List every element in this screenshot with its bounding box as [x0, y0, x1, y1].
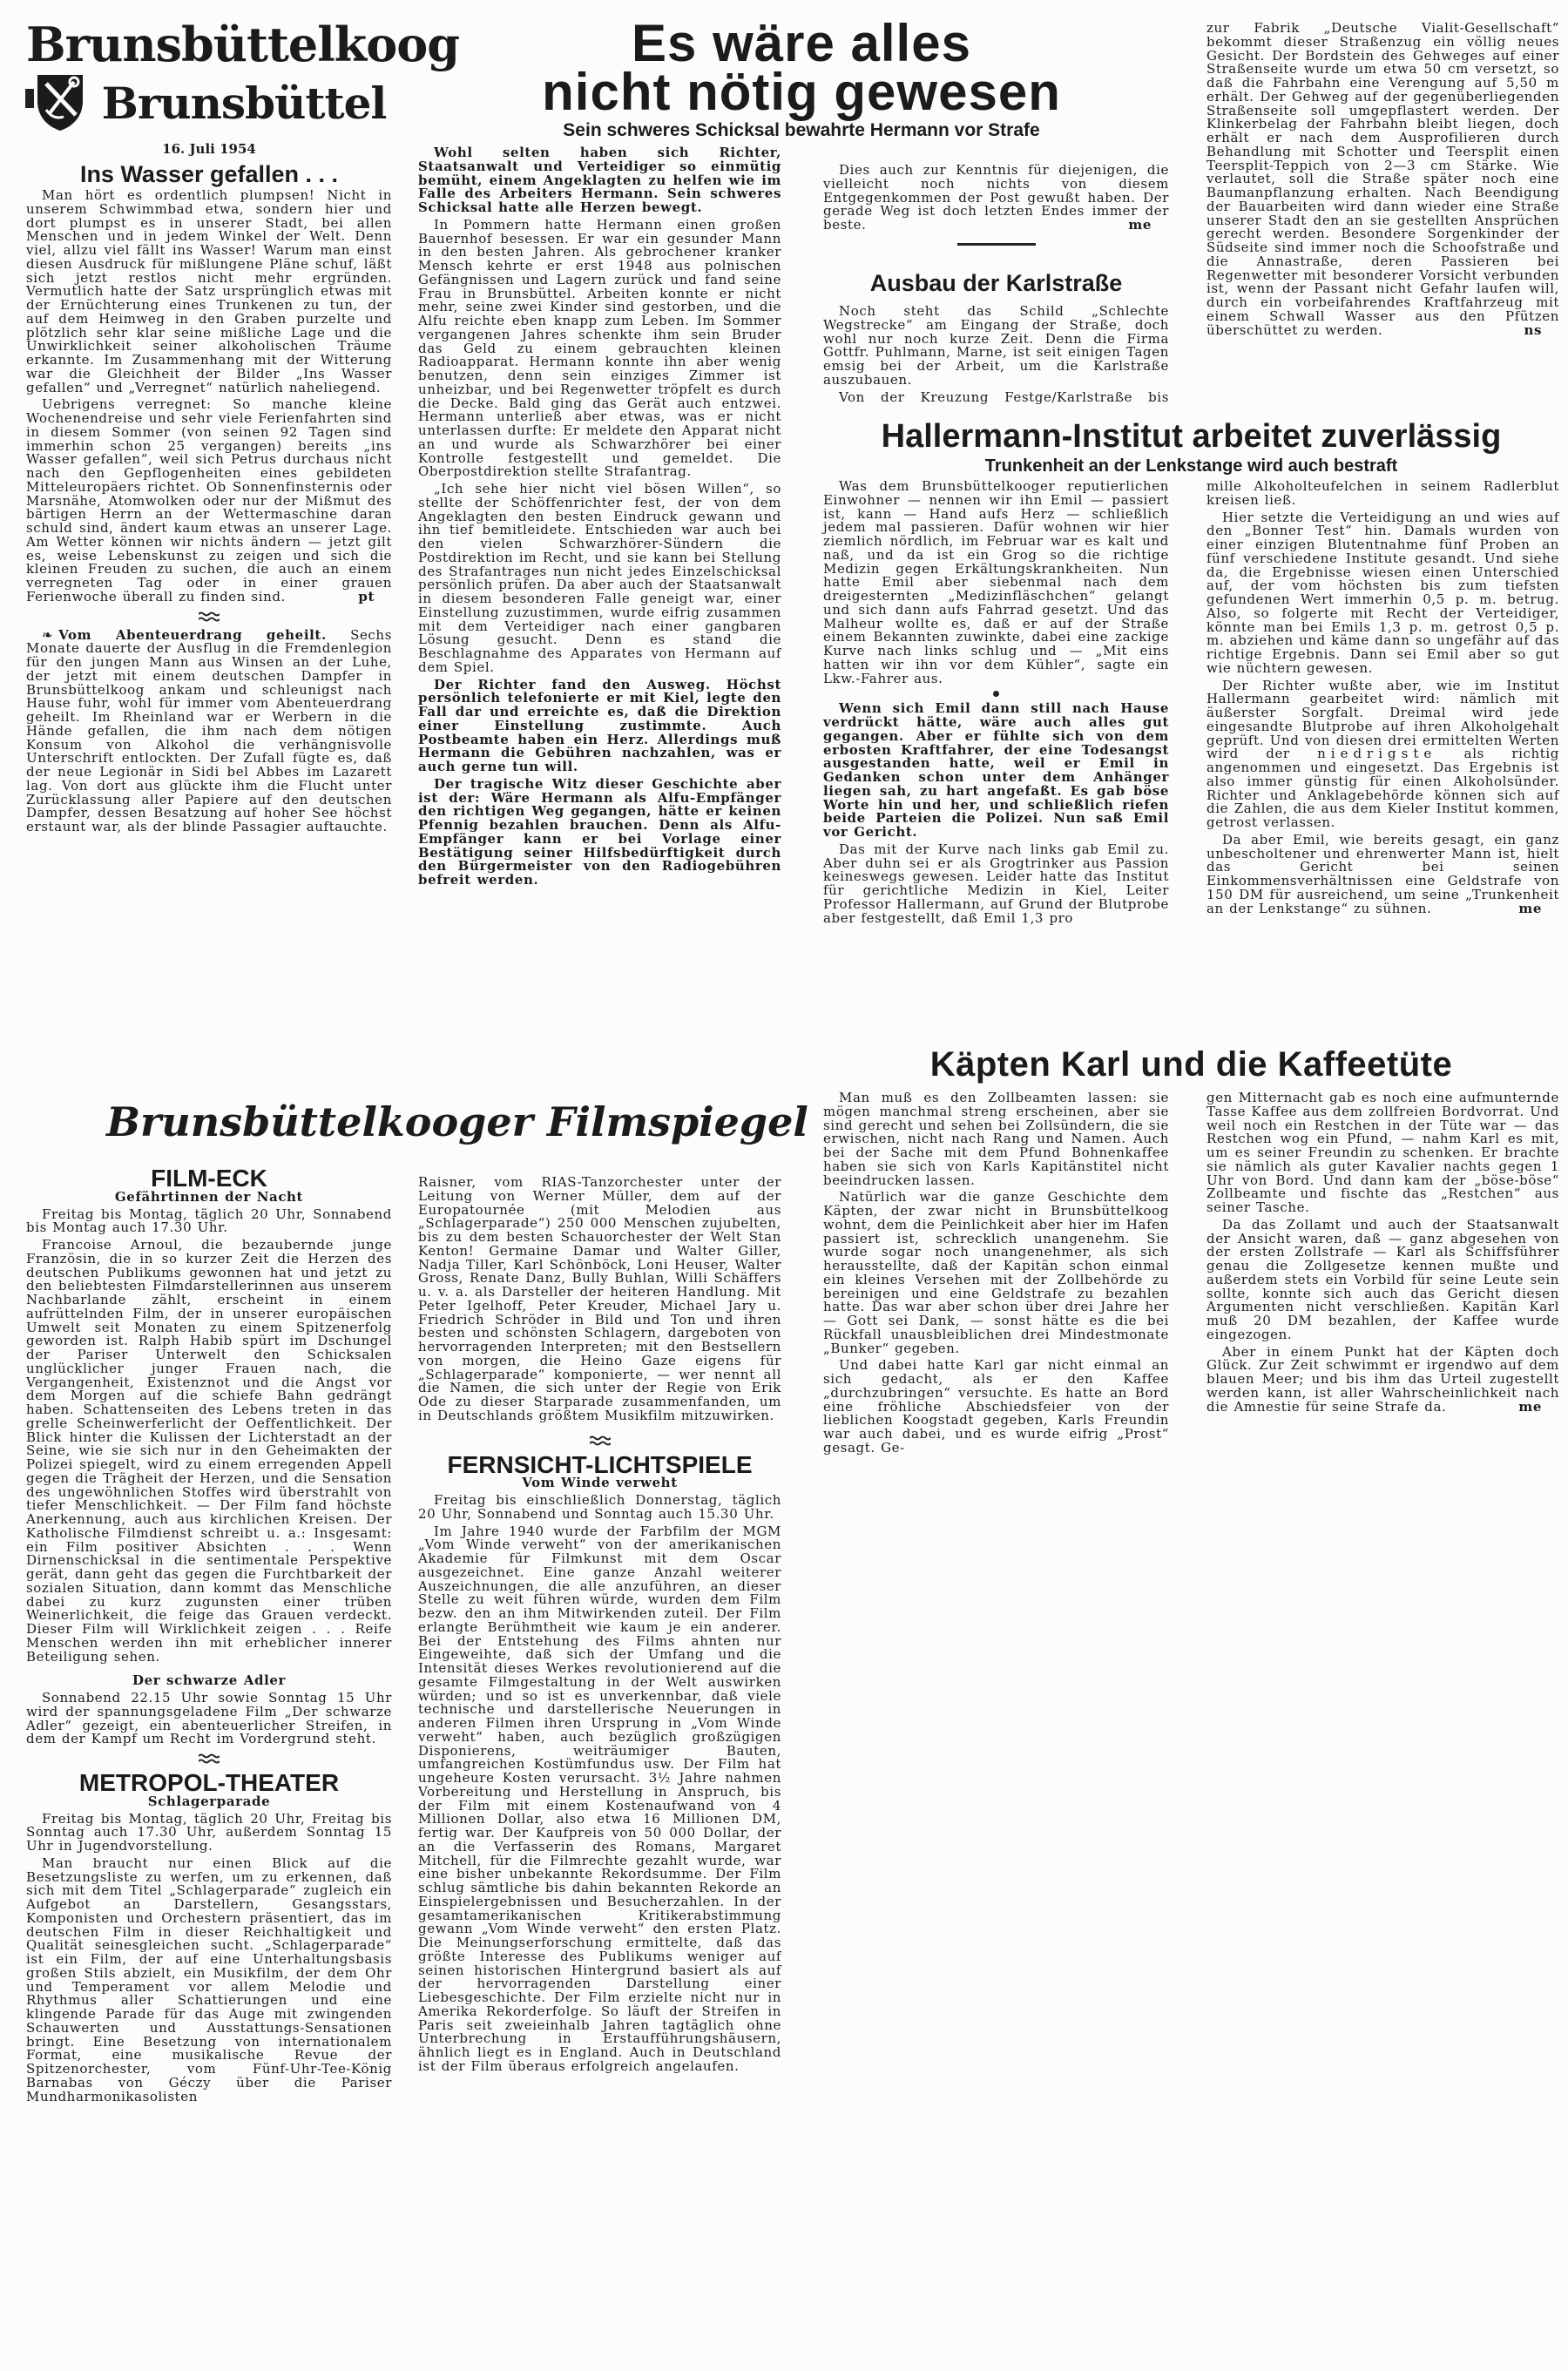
film-review: Im Jahre 1940 wurde der Farbfilm der MGM „Vom Winde verweht“ von der amerikanischen Akademie für Filmkunst mit dem Oscar ausgezeichnet. Eine ganze Anzahl weiterer Auszeichnungen, die alle anzuführen, an dieser Stelle zu weit führen würde, wurden dem Film bezw. den an ihm Mitwirkenden zuteil. Der Film erlangte Berühmtheit wie kaum je ein anderer. Bei der Entstehung des Films ahnten nur Eingeweihte, daß sich der Umfang und die Intensität dieses Werkes revolutionierend auf die gesamte Filmgestaltung in der Welt auswirken würden; und so ist es unverkennbar, daß viele technische und darstellerische Neuerungen in anderen Filmen ihren Ursprung in „Vom Winde verweht“ haben, auch bezüglich großzügigen Disponierens, weiträumiger Bauten, umfangreichen Kostümfundus usw. Der Film hat ungeheure Kosten verursacht. 3½ Jahre nahmen Vorbereitung und Herstellung in Anspruch, bis der Film mit einem Kostenaufwand von 4 Millionen Dollar, also etwa 16 Millionen DM, fertig war. Der Kaufpreis von 50 000 Dollar, der an die Verfasserin des Romans, Margaret Mitchell, für die Filmrechte gezahlt wurde, war eine bisher unbekannte Rekordsumme. Der Film schlug sämtliche bis dahin bekannten Rekorde an Einspielergebnissen und Besucherzahlen. In der gesamtamerikanischen Kritikerabstimmung gewann „Vom Winde verweht“ den ersten Platz. Die Meinungserforschung ermittelte, daß das größte Interesse des Publikums weniger auf seinen historischen Hintergrund basiert als auf der hervorragenden Darstellung einer Liebesgeschichte. Der Film erzielte nicht nur in Amerika Rekorderfolge. So läuft der Streifen in Paris seit zweieinhalb Jahren tagtäglich ohne Unterbrechung in Erstaufführungshäusern, ähnlich liegt es in England. Auch in Deutschland ist der Film überaus erfolgreich angelaufen. — [418, 1523, 781, 2074]
headline-kaepten-karl: Käpten Karl und die Kaffeetüte — [929, 1045, 1453, 1084]
paragraph: Der tragische Witz dieser Geschichte aber ist der: Wäre Hermann als Alfu-Empfänger den richtigen Weg gegangen, hätte er keinen Pfennig bezahlen brauchen. Denn als Alfu-Empfänger kann er bei Vorlage einer Bestätigung seiner Hilfsbedürftigkeit durch den Bürgermeister von den Radiogebühren befreit werden. — [418, 775, 781, 888]
paragraph: Von der Kreuzung Festge/Karlstraße bis — [839, 388, 1169, 405]
paragraph — [823, 164, 1169, 233]
paragraph: Man hört es ordentlich plumpsen! Nicht in unserem Schwimmbad etwa, sondern hier und dort plumpst es in unserer Stadt, bei allen Menschen und in jedem Winkel der Welt. Denn viel, allzu viel fällt ins Wasser! Warum man einst diesen Ausdruck für mißlungene Pläne schuf, läßt sich jetzt restlos nicht mehr ergründen. Vermutlich hatte der Satz ursprünglich etwas mit der Ernüchterung eines Trunkenen zu tun, der auf dem Heimweg in den Graben purzelte und plötzlich sehr klar seine mißliche Lage und die Unwirklichkeit seiner alkoholischen Träume erkannte. Im Zusammenhang mit der Witterung war die Gleichheit der Bilder „Ins Wasser gefallen“ und „Verregnet“ natürlich naheliegend. — [26, 187, 392, 395]
headline-ins-wasser: Ins Wasser gefallen . . . — [79, 161, 339, 187]
article-ins-wasser — [26, 189, 392, 838]
filmspiegel-column-1 — [26, 1165, 392, 2107]
author-signature: me — [1128, 217, 1152, 233]
cinema-name: FERNSICHT-LICHTSPIELE — [447, 1450, 753, 1478]
paragraph: Der Richter fand den Ausweg. Höchst persönlich telefonierte er mit Kiel, legte den Fall dar und erreichte es, daß die Direktion einer Einstellung zustimmte. Auch Postbeamte haben ein Herz. Allerdings muß Hermann die Gebühren nachzahlen, was er auch gerne tun will. — [418, 676, 781, 774]
filmspiegel-title: Brunsbüttelkooger Filmspiegel — [106, 1098, 808, 1145]
paragraph: „Ich sehe hier nicht viel bösen Willen“, so stellte der Schöffenrichter fest, der von dem Angeklagten den besten Eindruck gewann und ihn tief bemitleidete. Entschieden war auch bei den vielen Schwarzhörer-Sündern die Postdirektion im Recht, und sie kann bei Stellung des Strafantrages nun nicht jedes Einzelschicksal persönlich prüfen. Da aber auch der Staatsanwalt in diesem besonderen Falle geneigt war, einer Einstellung zuzustimmen, wurde eifrig zusammen mit dem Verteidiger nach einer gangbaren Lösung gesucht. Denn es stand die Beschlagnahme des Apparates von Hermann auf dem Spiel. — [418, 481, 781, 675]
paragraph-text: Da aber Emil, wie bereits gesagt, ein ganz unbescholtener und ehrenwerter Mann ist, hielt das Gericht bei seinen Einkommensverhältnissen eine Geldstrafe von 150 DM für ausreichend, um seine „Trunkenheit an der Lenkstange“ zu sühnen. — [1206, 831, 1559, 916]
film-title: Der schwarze Adler — [132, 1672, 287, 1689]
author-signature: me — [1518, 900, 1542, 916]
film-review: Sonnabend 22.15 Uhr sowie Sonntag 15 Uhr wird der spannungsgeladene Film „Der schwarze Adler“ gezeigt, ein abenteuerlicher Streifen, in dem der Kampf um Recht im Vordergrund steht. — [26, 1690, 392, 1747]
divider-rule — [957, 243, 1036, 246]
author-signature: ns — [1524, 321, 1542, 338]
film-title: Vom Winde verweht — [522, 1475, 678, 1491]
filmspiegel-column-2 — [418, 1176, 781, 2077]
film-title: Gefährtinnen der Nacht — [114, 1188, 304, 1205]
article-hermann — [418, 146, 781, 891]
wave-divider-icon — [199, 1753, 220, 1764]
masthead-town: Brunsbüttel — [101, 77, 387, 129]
masthead-title: Brunsbüttelkoog — [26, 17, 459, 72]
paragraph: Was dem Brunsbüttelkooger reputierlichen Einwohner — nennen wir ihn Emil — passiert ist, kann — Hand aufs Herz — schließlich jedem mal passieren. Dafür wohnen wir hier ziemlich nördlich, im Februar war es kalt und naß, und da ist ein Grog so die richtige Medizin gegen Erkältungskrankheiten. Nun hatte Emil aber siebenmal nach dem dreigesternten „Medizinfläschchen“ gelangt und sich dann aufs Fahrrad gesetzt. Und das Malheur wollte es, daß er auf der Straße einem Bekannten zuwinkte, dabei eine zackige Kurve nach links schlug und — „Mit eins hatten wir ihn vor dem Kühler“, sagte ein Lkw.-Fahrer aus. — [823, 478, 1169, 686]
paragraph: Natürlich war die ganze Geschichte dem Käpten, der zwar nicht in Brunsbüttelkoog wohnt, dem die Peinlichkeit aber hier im Hafen passiert ist, schrecklich unangenehm. Sie wurde sogar noch unangenehmer, als sich herausstellte, daß der Kapitän schon einmal ein kleines Versehen mit der Zollbehörde zu bereinigen und eine Geldstrafe zu bezahlen hatte. Das war aber schon über drei Jahre her — Gott sei Dank, — sonst hätte es die bei Rückfall unausbleiblichen drei Mindestmonate „Bunker“ gegeben. — [823, 1189, 1169, 1356]
paragraph: Hier setzte die Verteidigung an und wies auf den „Bonner Test“ hin. Damals wurden von einer einzigen Blutentnahme fünf Proben an fünf verschiedene Institute gesandt. Und siehe da, die Ergebnisse wiesen einen Unterschied auf, der vom höchsten bis zum tiefsten gefundenen Wert immerhin 0,5 p. m. betrug. Also, so folgerte mit Recht der Verteidiger, könnte man bei Emils 1,3 p. m. getrost 0,5 p. m. abziehen und käme dann so ungefähr auf das richtige Ergebnis. Dann sei Emil aber so gut wie nüchtern gewesen. — [1206, 509, 1559, 676]
subheadline-hallermann: Trunkenheit an der Lenkstange wird auch bestraft — [984, 456, 1398, 476]
paragraph — [1206, 831, 1559, 916]
masthead-subline — [26, 70, 392, 136]
paragraph — [26, 626, 392, 834]
short-news-lead: ❧ Vom Abenteuerdrang geheilt. — [42, 627, 327, 643]
bullet-separator — [993, 691, 999, 697]
author-signature: pt — [358, 588, 375, 605]
coat-of-arms-icon — [25, 70, 95, 136]
paragraph: In Pommern hatte Hermann einen großen Bauernhof besessen. Er war ein gesunder Mann in den besten Jahren. Als gebrochener kranker Mensch kehrte er erst 1948 aus polnischen Gefängnissen und Lagern zurück und fand seine Frau in Brunsbüttel. Arbeiten konnte er nicht mehr, seine zwei Kinder sind gestorben, und die Alfu reichte eben knapp zum Leben. Im Sommer vergangenen Jahres schenkte ihm sein Bruder das Geld zu einem gebrauchten kleinen Radioapparat. Hermann konnte ihn aber wenig benutzen, denn sein einziges Zimmer ist unheizbar, und bei Regenwetter tröpfelt es durch die Decke. Bald ging das Gerät auch entzwei. Hermann unterließ aber etwas, was er nicht unterlassen durfte: Er meldete den Apparat nicht an und wurde als Schwarzhörer bei einer Kontrolle festgestellt und gemeldet. Die Oberpostdirektion stellte Strafantrag. — [418, 216, 781, 480]
paragraph-text: als richtig angenommen und eingesetzt. Das Ergebnis ist also immer günstig für einen Alkoholsünder. Richter und Anklagebehörde können sich auf die Zahlen, die aus dem Kieler Institut kommen, getrost verlassen. — [1206, 746, 1559, 830]
emphasized-word: niedrigste — [1317, 746, 1437, 762]
paragraph: Man muß es den Zollbeamten lassen: sie mögen manchmal streng erscheinen, aber sie sind gerecht und sehen bei Zollsündern, die sie erwischen, nicht nach Rang und Namen. Auch bei der Sache mit dem Pfund Bohnenkaffee haben sie sich von Karls Kapitänstitel nicht beeindrucken lassen. — [823, 1090, 1169, 1188]
film-title: Schlagerparade — [147, 1793, 271, 1809]
paragraph-text: Der Richter wußte aber, wie im Institut Hallermann gearbeitet wird: nämlich mit äußerster Sorgfalt. Dreimal wird jede eingesandte Blutprobe auf ihren Alkoholgehalt geprüft. Und von diesen drei ermittelten Werten wird der — [1206, 677, 1559, 762]
headline-line: Es wäre alles — [632, 14, 971, 72]
paragraph: Wenn sich Emil dann still nach Hause verdrückt hätte, wäre auch alles gut gegangen. Aber er fühlte sich von dem erbosten Kraftfahrer, der eine Todesangst ausgestanden hatte, weil er Emil in Gedanken schon unter dem Anhänger liegen sah, zu hart angefaßt. Es gab böse Worte hin und her, und schließlich riefen beide Parteien die Polizei. Nun saß Emil vor Gericht. — [823, 700, 1169, 840]
paragraph — [1206, 679, 1559, 830]
paragraph: Da das Zollamt und auch der Staatsanwalt der Ansicht waren, daß — ganz abgesehen von der ersten Zollstrafe — Karl als Schiffsführer genau die Zollgesetze kennen mußte und außerdem stets ein Vorbild für seine Leute sein sollte, konnte sich auch das Gericht diesen Argumenten nicht verschließen. Kapitän Karl muß 20 DM bezahlen, der Kaffee wurde eingezogen. — [1206, 1216, 1559, 1342]
article-hermann-continued — [823, 164, 1169, 246]
showtimes: Freitag bis einschließlich Donnerstag, täglich 20 Uhr, Sonnabend und Sonntag auch 15.30 Uhr. — [418, 1492, 781, 1522]
paragraph-text: Dies auch zur Kenntnis für diejenigen, die vielleicht noch nichts von diesem Entgegenkommen der Post gewußt haben. Der gerade Weg ist doch letzten Endes immer der beste. — [823, 162, 1169, 233]
film-review: Raisner, vom RIAS-Tanzorchester unter der Leitung von Werner Müller, dem auf der Europatournée (mit Melodien aus „Schlagerparade“) 250 000 Menschen zujubelten, bis zu dem besten Schauorchester der Welt Stan Kenton! Germaine Damar und Walter Giller, Nadja Tiller, Karl Schönböck, Loni Heuser, Walter Gross, Renate Danz, Bully Buhlan, Willi Schäffers u. v. a. als Darsteller der heiteren Handlung. Mit Peter Igelhoff, Peter Kreuder, Michael Jary u. Friedrich Schröder in Bild und Ton und ihren besten und schönsten Schlagern, dargeboten von hervorragenden Interpreten; mit den Bestsellern von morgen, die Heino Gaze eigens für „Schlagerparade“ komponierte, — wer nennt all die Namen, die sich unter der Regie von Erik Ode zu dieser Starparade zusammenfanden, um in Deutschlands größtem Musikfilm mitzuwirken. — [418, 1174, 781, 1423]
paragraph-text: Uebrigens verregnet: So manche kleine Wochenendreise und sehr viele Ferienfahrten sind in diesem Sommer (von seinen 92 Tagen sind immerhin schon 25 vergangen) bereits „ins Wasser gefallen“, weil sich Petrus durchaus nicht nach den Gepflogenheiten eines gebildeten Mitteleuropäers richtet. Ob Sonnenfinsternis oder Marsnähe, Atomwolken oder nur der Mißmut des bärtigen Herrn an der Wettermaschine daran schuld sind, ändert kaum etwas an unserer Lage. Am Wetter können wir nichts ändern — jetzt gilt es, weise Lebenskunst zu zeigen und sich die kleinen Freuden zu suchen, die auch an einem verregneten Tag oder in einer grauen Ferienwoche überall zu finden sind. — [26, 396, 392, 605]
article-karlstrasse — [823, 305, 1169, 408]
article-kaepten-karl-continued — [1206, 1091, 1559, 1417]
showtimes: Freitag bis Montag, täglich 20 Uhr, Sonnabend bis Montag auch 17.30 Uhr. — [26, 1206, 392, 1236]
paragraph: Und dabei hatte Karl gar nicht einmal an sich gedacht, als er den Kaffee „durchzubringen“ versuchte. Es hatte an Bord eine fröhliche Abschiedsfeier von der lieblichen Koogstadt gegeben, Karls Freundin war auch dabei, und es wurde eifrig „Prost“ gesagt. Ge- — [823, 1357, 1169, 1456]
paragraph — [1206, 1343, 1559, 1415]
paragraph-text: Aber in einem Punkt hat der Käpten doch Glück. Zur Zeit schwimmt er irgendwo auf dem blauen Meer; und bis ihm das Urteil zugestellt werden kann, ist aller Wahrscheinlichkeit nach die Amnestie für seine Strafe da. — [1206, 1343, 1559, 1415]
paragraph: Noch steht das Schild „Schlechte Wegstrecke“ am Eingang der Straße, doch wohl nur noch kurze Zeit. Denn die Firma Gottfr. Puhlmann, Marne, ist seit einigen Tagen emsig bei der Arbeit, um die Karlstraße auszubauen. — [823, 303, 1169, 388]
article-karlstrasse-continued — [1206, 22, 1559, 341]
author-signature: me — [1518, 1398, 1542, 1415]
headline-karlstrasse: Ausbau der Karlstraße — [869, 270, 1123, 296]
paragraph-text: zur Fabrik „Deutsche Vialit-Gesellschaft“ bekommt dieser Straßenzug ein völlig neues Gesicht. Der Bordstein des Gehweges auf einer Straßenseite wurde um etwa 50 cm versetzt, so daß die Fahrbahn eine Verengung auf 5,50 m erhält. Der Gehweg auf der gegenüberliegenden Straßenseite soll umgepflastert werden. Der Klinkerbelag der Fahrbahn bleibt liegen, doch erhält er nach dem Ausprofilieren durch Behandlung mit Schotter und Teersplit einen Teersplit-Teppich von 2—3 cm Stärke. Wie verlautet, soll die Straße später noch eine Baumanpflanzung erhalten. Nach Beendigung der Bauarbeiten wird dann wieder eine Straße unserer Stadt den an sie gestellten Ansprüchen gerecht werden. Besondere Sorgenkinder der Südseite sind immer noch die Schoofstraße und die Annastraße, deren Passieren bei Regenwetter mit besonderer Vorsicht verbunden ist, wenn der Passant nicht Gefahr laufen will, durch ein vorbeifahrendes Kraftfahrzeug mit einem Schwall Wasser aus den Pfützen überschüttet zu werden. — [1206, 20, 1559, 338]
masthead — [26, 17, 459, 157]
article-hallermann-continued — [1206, 480, 1559, 919]
paragraph: gen Mitternacht gab es noch eine aufmunternde Tasse Kaffee aus dem zollfreien Bordvorrat. Und weil noch ein Restchen in der Tüte war — das Restchen wog ein Pfund, — nahm Karl es mit, um es seiner Freundin zu schenken. Er brachte sie nämlich als guter Kavalier nachts gegen 1 Uhr von Bord. Und dann kam der „böse-böse“ Zollbeamte und fischte das „Restchen“ aus seiner Tasche. — [1206, 1090, 1559, 1215]
cinema-name: METROPOL-THEATER — [78, 1769, 340, 1796]
paragraph: Das mit der Kurve nach links gab Emil zu. Aber duhn sei er als Grogtrinker aus Passion keineswegs gewesen. Leider hatte das Institut für gerichtliche Medizin in Kiel, Leiter Professor Hallermann, auf Grund der Blutprobe aber festgestellt, daß Emil 1,3 pro — [823, 841, 1169, 926]
headline-hallermann: Hallermann-Institut arbeitet zuverlässig — [881, 418, 1502, 455]
paragraph — [26, 398, 392, 604]
paragraph-text: Sechs Monate dauerte der Ausflug in die Fremdenlegion für den jungen Mann aus Winsen an der Luhe, der jetzt mit einem deutschen Dampfer in Brunsbüttelkoog ankam und schleunigst nach Hause fuhr, wohl für immer vom Abenteuerdrang geheilt. Im Rheinland war er Werbern in die Hände gefallen, die ihm nach dem nötigen Konsum von Alkohol die verhängnisvolle Unterschrift entlockten. Der Zufall fügte es, daß der neue Legionär in Sidi bel Abbes im Lazarett lag. Von dort aus glückte ihm die Flucht unter Zurücklassung aller Papiere auf den deutschen Dampfer, dessen Besatzung auf hoher See höchst erstaunt war, als der blinde Passagier auftauchte. — [26, 626, 392, 834]
headline-hermann — [418, 14, 1185, 121]
headline-line: nicht nötig gewesen — [542, 63, 1061, 121]
paragraph: mille Alkoholteufelchen in seinem Radlerblut kreisen ließ. — [1206, 478, 1559, 508]
wave-divider-icon — [199, 611, 220, 622]
film-review: Francoise Arnoul, die bezaubernde junge Französin, die in so kurzer Zeit die Herzen des deutschen Publikums gewonnen hat und jetzt zu den beliebtesten Filmdarstellerinnen aus unserem Nachbarlande zählt, erscheint in einem aufrüttelnden Film, der in unserer europäischen Umwelt seit Monaten zu einem Spitzenerfolg geworden ist. Ralph Habib spürt im Dschungel der Pariser Unterwelt den Schicksalen unglücklicher junger Frauen nach, die Vergangenheit, Existenznot und die Angst vor dem Morgen auf die schiefe Bahn gedrängt haben. Schattenseiten des Lebens treten in das grelle Scheinwerferlicht der Oeffentlichkeit. Der Blick hinter die Kulissen der Lichterstadt an der Seine, wie sie sich nur in den Geheimakten der Polizei spiegelt, wird zu einem erregenden Appell gegen die Trägheit der Herzen, und die Sensation des ungewöhnlichen Stoffes wird überstrahlt von tiefer Menschlichkeit. — Der Film fand höchste Anerkennung, auch aus kirchlichen Kreisen. Der Katholische Filmdienst schreibt u. a.: Insgesamt: ein Film positiver Absichten . . . Wenn Dirnenschicksal in die sentimentale Perspektive gerät, dann geht das gegen die Furchtbarkeit der sozialen Situation, dann kommt das Menschliche dabei zu kurz zugunsten einer trüben Weinerlichkeit, die feige das Grauen verdeckt. Dieser Film will Wirklichkeit zeigen . . . Reife Menschen werden ihn mit erheblicher innerer Beteiligung sehen. — [26, 1237, 392, 1665]
paragraph — [1206, 22, 1559, 337]
lede: Wohl selten haben sich Richter, Staatsanwalt und Verteidiger so einmütig bemüht, einem Angeklagten zu helfen wie im Falle des Arbeiters Hermann. Sein schweres Schicksal hatte alle Herzen bewegt. — [418, 145, 781, 215]
showtimes: Freitag bis Montag, täglich 20 Uhr, Freitag bis Sonntag auch 17.30 Uhr, außerdem Sonntag 15 Uhr in Jugendvorstellung. — [26, 1810, 392, 1854]
article-hallermann — [823, 480, 1169, 929]
issue-date: 16. Juli 1954 — [162, 141, 256, 157]
subheadline-hermann: Sein schweres Schicksal bewahrte Hermann vor Strafe — [563, 120, 1040, 140]
wave-divider-icon — [590, 1435, 611, 1446]
film-review: Man braucht nur einen Blick auf die Besetzungsliste zu werfen, um zu erkennen, daß sich mit dem Titel „Schlagerparade“ zugleich ein Aufgebot an Darstellern, Gesangsstars, Komponisten und Orchestern präsentiert, das im deutschen Film in dieser Reichhaltigkeit und Qualität seinesgleichen sucht. „Schlagerparade“ ist ein Film, der auf eine Unterhaltungsbasis großen Stils abzielt, ein Musikfilm, der dem Ohr und Temperament vor allem Melodie und Rhythmus aller Schattierungen und eine klingende Parade für das Auge mit zwingenden Schauwerten und Ausstattungs-Sensationen bringt. Eine Besetzung von internationalem Format, eine musikalische Revue der Spitzenorchester, vom Fünf-Uhr-Tee-König Barnabas von Géczy über die Pariser Mundharmonikasolisten — [26, 1854, 392, 2104]
cinema-name: FILM-ECK — [151, 1165, 267, 1192]
article-kaepten-karl — [823, 1091, 1169, 1459]
